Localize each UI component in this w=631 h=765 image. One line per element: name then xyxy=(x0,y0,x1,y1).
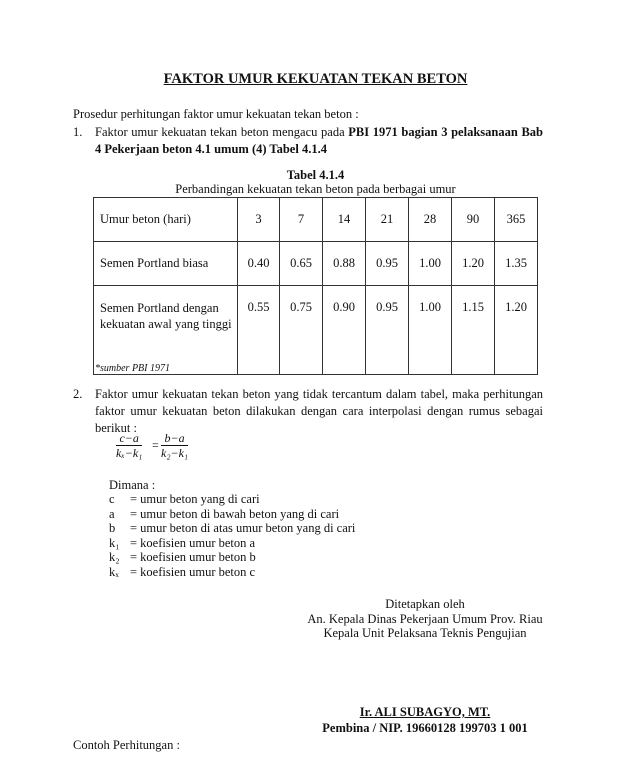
value-cell: 1.35 xyxy=(495,242,538,286)
age-cell: 7 xyxy=(280,198,323,242)
definition-item xyxy=(109,507,355,522)
signature-block xyxy=(300,597,550,641)
value-cell: 0.40 xyxy=(238,242,280,286)
formula-equals: = xyxy=(152,438,159,452)
table-caption: Tabel 4.1.4 xyxy=(286,168,345,182)
value-cell: 0.90 xyxy=(323,286,366,375)
value-cell: 1.00 xyxy=(409,242,452,286)
row-label-cell: Semen Portland dengan kekuatan awal yang tinggi xyxy=(94,286,238,375)
item-2 xyxy=(73,386,543,437)
age-cell: 3 xyxy=(238,198,280,242)
definition-symbol: k₁ xyxy=(109,535,120,550)
signatory-name: Ir. ALI SUBAGYO, MT. xyxy=(359,705,491,719)
definition-symbol: a xyxy=(109,506,115,521)
age-cell: 14 xyxy=(323,198,366,242)
value-cell: 0.75 xyxy=(280,286,323,375)
value-cell: 0.95 xyxy=(366,286,409,375)
value-cell: 1.00 xyxy=(409,286,452,375)
item-1-number: 1. xyxy=(73,125,83,139)
definitions-list xyxy=(109,492,355,579)
signature-line-3: Kepala Unit Pelaksana Teknis Pengujian xyxy=(323,626,527,640)
signature-line-1: Ditetapkan oleh xyxy=(385,597,465,611)
row-label-cell: Semen Portland biasa xyxy=(94,242,238,286)
item-1-text xyxy=(95,124,543,158)
value-cell: 1.20 xyxy=(452,242,495,286)
formula-right-fraction xyxy=(161,431,188,461)
header-label-cell: Umur beton (hari) xyxy=(94,198,238,242)
definition-text: = umur beton di bawah beton yang di cari xyxy=(130,506,340,521)
item-1 xyxy=(73,124,543,158)
value-cell: 1.15 xyxy=(452,286,495,375)
age-cell: 21 xyxy=(366,198,409,242)
value-cell: 0.88 xyxy=(323,242,366,286)
definition-text: = koefisien umur beton b xyxy=(130,550,256,564)
definition-item xyxy=(109,492,355,507)
definition-text: = koefisien umur beton a xyxy=(130,535,256,550)
definition-symbol: b xyxy=(109,521,116,535)
value-cell: 0.65 xyxy=(280,242,323,286)
item-2-text: Faktor umur kekuatan tekan beton yang tidak tercantum dalam tabel, maka perhitungan faktor umur kekuatan beton dilakukan dengan cara interpolasi dengan rumus sebagai berikut : xyxy=(95,387,543,435)
item-1-text-regular: Faktor umur kekuatan tekan beton mengacu pada xyxy=(95,125,349,139)
document-title: FAKTOR UMUR KEKUATAN TEKAN BETON xyxy=(163,71,468,87)
item-1-text-bold: PBI 1971 bagian 3 pelaksanaan Bab 4 Pekerjaan beton 4.1 umum (4) Tabel 4.1.4 xyxy=(95,125,543,156)
age-cell: 28 xyxy=(409,198,452,242)
table-row xyxy=(94,242,538,286)
definition-text: = umur beton yang di cari xyxy=(130,492,260,506)
table-subcaption: Perbandingan kekuatan tekan beton pada berbagai umur xyxy=(175,182,456,196)
table-header-row xyxy=(94,198,538,242)
definition-symbol: k₂ xyxy=(109,550,120,564)
definition-item xyxy=(109,521,355,536)
definition-item xyxy=(109,536,355,551)
definitions-heading: Dimana : xyxy=(109,478,156,492)
definition-symbol: kₓ xyxy=(109,564,119,579)
age-cell: 90 xyxy=(452,198,495,242)
formula-right-numerator: b−a xyxy=(161,431,188,446)
definition-item xyxy=(109,550,355,565)
age-factor-table xyxy=(93,197,538,375)
definition-text: = umur beton di atas umur beton yang di cari xyxy=(130,521,356,535)
definition-item xyxy=(109,565,355,580)
formula-left-fraction xyxy=(116,431,142,461)
value-cell: 0.55 xyxy=(238,286,280,375)
value-cell: 0.95 xyxy=(366,242,409,286)
definition-text: = koefisien umur beton c xyxy=(130,564,256,579)
item-2-number: 2. xyxy=(73,387,83,401)
formula-left-denominator: kₓ−k₁ xyxy=(116,446,143,460)
age-cell: 365 xyxy=(495,198,538,242)
table-row xyxy=(94,286,538,375)
table-source-note: *sumber PBI 1971 xyxy=(95,363,170,374)
formula-left-numerator: c−a xyxy=(116,431,142,446)
intro-text: Prosedur perhitungan faktor umur kekuatan tekan beton : xyxy=(73,107,359,121)
signature-line-2: An. Kepala Dinas Pekerjaan Umum Prov. Riau xyxy=(307,611,543,626)
footer-text: Contoh Perhitungan : xyxy=(73,738,180,752)
value-cell: 1.20 xyxy=(495,286,538,375)
formula-right-denominator: k₂−k₁ xyxy=(161,446,189,460)
signatory-rank: Pembina / NIP. 19660128 199703 1 001 xyxy=(322,721,528,735)
definition-symbol: c xyxy=(109,492,115,506)
